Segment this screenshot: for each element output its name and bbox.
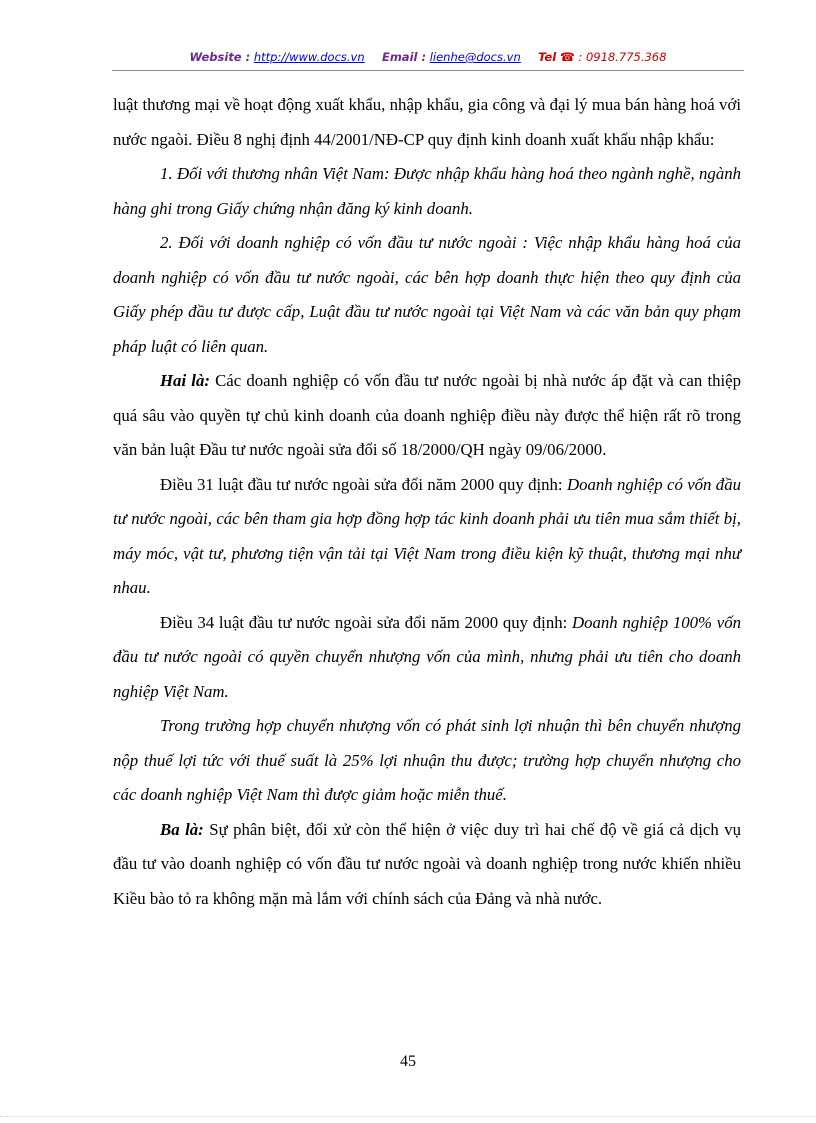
paragraph-6 — [113, 606, 741, 710]
paragraph-4 — [113, 364, 741, 468]
tel-label: Tel — [538, 50, 557, 64]
footer-divider — [0, 1116, 816, 1117]
tel-number: : 0918.775.368 — [578, 50, 667, 64]
paragraph-6-quote: Doanh nghiệp 100% vốn đầu tư nước ngoài có quyền chuyển nhượng vốn của mình, nhưng phải ưu tiên cho doanh nghiệp Việt Nam. — [113, 612, 741, 701]
paragraph-4-lead: Hai là: — [160, 371, 210, 390]
paragraph-5 — [113, 468, 741, 606]
email-link[interactable]: lienhe@docs.vn — [429, 50, 521, 64]
paragraph-6-text: Điều 34 luật đầu tư nước ngoài sửa đổi năm 2000 quy định: — [160, 612, 573, 632]
paragraph-7: Trong trường hợp chuyển nhượng vốn có phát sinh lợi nhuận thì bên chuyển nhượng nộp thuế lợi tức với thuế suất là 25% lợi nhuận thu được; trường hợp chuyển nhượng cho các doanh nghiệp Việt Nam thì được giảm hoặc miễn thuế. — [113, 716, 741, 804]
email-label: Email : — [381, 50, 427, 64]
website-link[interactable]: http://www.docs.vn — [253, 50, 365, 64]
page-number: 45 — [400, 1053, 416, 1070]
header-divider — [112, 70, 744, 71]
paragraph-4-text: Các doanh nghiệp có vốn đầu tư nước ngoài bị nhà nước áp đặt và can thiệp quá sâu vào quyền tự chủ kinh doanh của doanh nghiệp điều này được thể hiện rất rõ trong văn bản luật Đầu tư nước ngoài sửa đổi số 18/2000/QH ngày 09/06/2000. — [113, 371, 741, 459]
document-body — [113, 88, 741, 916]
paragraph-3: 2. Đối với doanh nghiệp có vốn đầu tư nước ngoài : Việc nhập khẩu hàng hoá của doanh nghiệp có vốn đầu tư nước ngoài, các bên hợp doanh thực hiện theo quy định của Giấy phép đầu tư được cấp, Luật đầu tư nước ngoài tại Việt Nam và các văn bản quy phạm pháp luật có liên quan. — [113, 233, 741, 356]
paragraph-5-quote: Doanh nghiệp có vốn đầu tư nước ngoài, các bên tham gia hợp đồng hợp tác kinh doanh phải ưu tiên mua sắm thiết bị, máy móc, vật tư, phương tiện vận tải tại Việt Nam trong điều kiện kỹ thuật, thương mại như nhau. — [113, 474, 741, 597]
paragraph-8-text: Sự phân biệt, đối xử còn thể hiện ở việc duy trì hai chế độ về giá cả dịch vụ đầu tư vào doanh nghiệp có vốn đầu tư nước ngoài và doanh nghiệp trong nước khiến nhiều Kiều bào tỏ ra không mặn mà lắm với chính sách của Đảng và nhà nước. — [113, 819, 742, 908]
website-label: Website : — [189, 50, 251, 64]
phone-icon: ☎ — [559, 50, 575, 64]
paragraph-8-lead: Ba là: — [160, 819, 204, 839]
paragraph-5-text: Điều 31 luật đầu tư nước ngoài sửa đổi năm 2000 quy định: — [160, 474, 567, 494]
paragraph-1: luật thương mại về hoạt động xuất khẩu, nhập khẩu, gia công và đại lý mua bán hàng hoá với nước ngaòi. Điều 8 nghị định 44/2001/NĐ-CP quy định kinh doanh xuất khẩu nhập khẩu: — [113, 95, 741, 149]
paragraph-2: 1. Đối với thương nhân Việt Nam: Được nhập khẩu hàng hoá theo ngành nghề, ngành hàng ghi trong Giấy chứng nhận đăng ký kinh doanh. — [113, 164, 741, 218]
paragraph-8 — [113, 813, 741, 917]
page-header — [112, 50, 744, 64]
